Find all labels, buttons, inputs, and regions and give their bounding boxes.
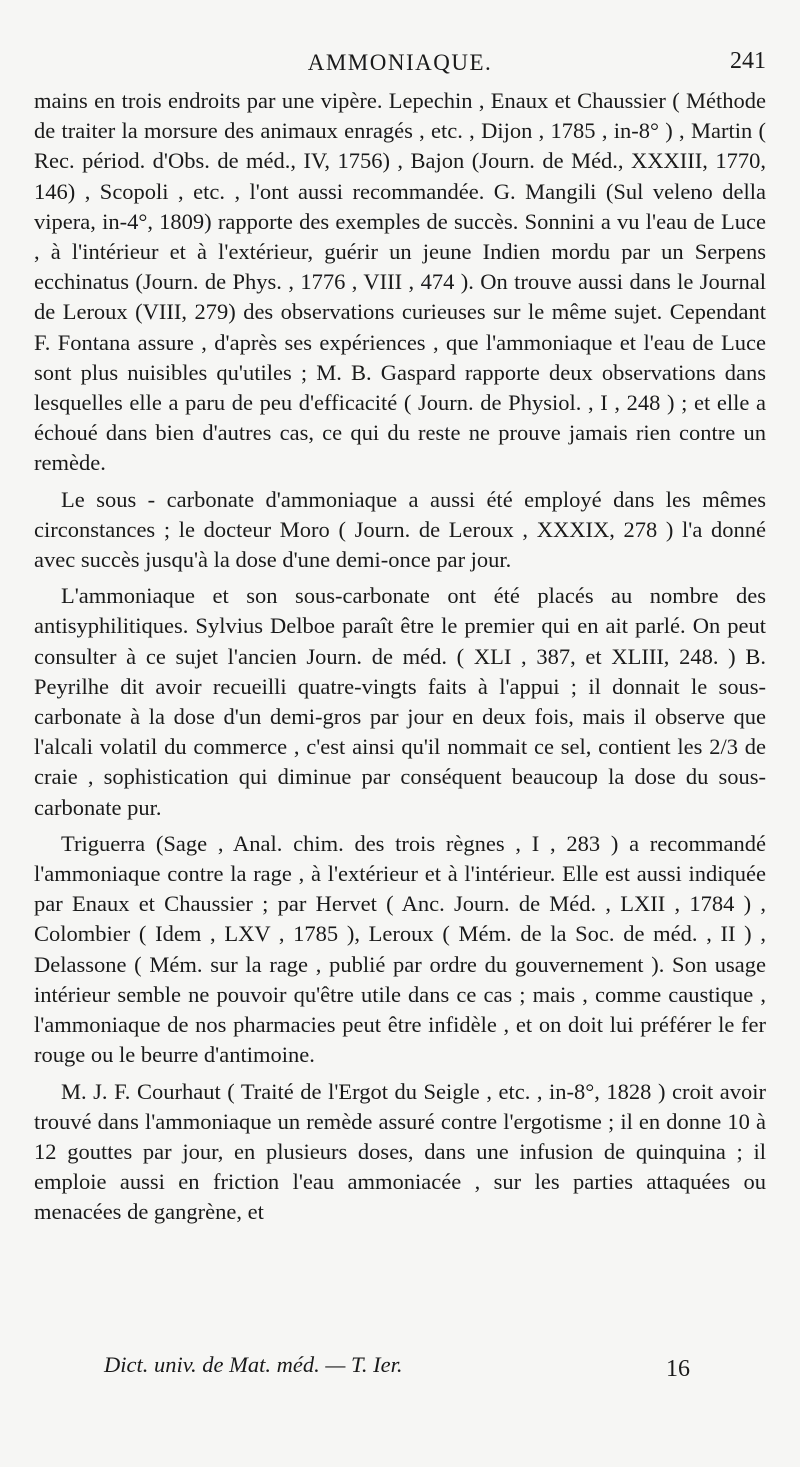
- running-title: AMMONIAQUE.: [307, 50, 493, 75]
- paragraph-3: L'ammoniaque et son sous-carbonate ont été placés au nombre des antisyphilitiques. Sylvius Delboe paraît être le premier qui en ait parlé. On peut consulter à ce sujet l'ancien Journ. de méd. ( XLI , 387, et XLIII, 248. ) B. Peyrilhe dit avoir recueilli quatre-vingts faits à l'appui ; il donnait le sous-carbonate à la dose d'un demi-gros par jour en deux fois, mais il observe que l'alcali volatil du commerce , c'est ainsi qu'il nommait ce sel, contient les 2/3 de craie , sophistication qui diminue par conséquent beaucoup la dose du sous-carbonate pur.: [34, 583, 766, 820]
- page-number: 241: [730, 48, 766, 74]
- page-body: [34, 86, 766, 1228]
- paragraph-1: mains en trois endroits par une vipère. Lepechin , Enaux et Chaussier ( Méthode de traiter la morsure des animaux enragés , etc. , Dijon , 1785 , in-8° ) , Martin ( Rec. périod. d'Obs. de méd., IV, 1756) , Bajon (Journ. de Méd., XXXIII, 1770, 146) , Scopoli , etc. , l'ont aussi recommandée. G. Mangili (Sul veleno della vipera, in-4°, 1809) rapporte des exemples de succès. Sonnini a vu l'eau de Luce , à l'intérieur et à l'extérieur, guérir un jeune Indien mordu par un Serpens ecchinatus (Journ. de Phys. , 1776 , VIII , 474 ). On trouve aussi dans le Journal de Leroux (VIII, 279) des observations curieuses sur le même sujet. Cependant F. Fontana assure , d'après ses expériences , que l'ammoniaque et l'eau de Luce sont plus nuisibles qu'utiles ; M. B. Gaspard rapporte deux observations dans lesquelles elle a paru de peu d'efficacité ( Journ. de Physiol. , I , 248 ) ; et elle a échoué dans bien d'autres cas, ce qui du reste ne prouve jamais rien contre un remède.: [34, 88, 766, 476]
- paragraph-2: Le sous - carbonate d'ammoniaque a aussi été employé dans les mêmes circonstances ; le docteur Moro ( Journ. de Leroux , XXXIX, 278 ) l'a donné avec succès jusqu'à la dose d'une demi-once par jour.: [34, 486, 766, 573]
- footer-source: Dict. univ. de Mat. méd. — T. Ier.: [104, 1352, 403, 1377]
- paragraph-5: M. J. F. Courhaut ( Traité de l'Ergot du Seigle , etc. , in-8°, 1828 ) croit avoir trouvé dans l'ammoniaque un remède assuré contre l'ergotisme ; il en donne 10 à 12 gouttes par jour, en plusieurs doses, dans une infusion de quinquina ; il emploie aussi en friction l'eau ammoniacée , sur les parties attaquées ou menacées de gangrène, et: [34, 1078, 766, 1225]
- page-header: [34, 50, 766, 86]
- page-footer: [34, 1352, 766, 1386]
- paragraph-4: Triguerra (Sage , Anal. chim. des trois règnes , I , 283 ) a recommandé l'ammoniaque contre la rage , à l'extérieur et à l'intérieur. Elle est aussi indiquée par Enaux et Chaussier ; par Hervet ( Anc. Journ. de Méd. , LXII , 1784 ) , Colombier ( Idem , LXV , 1785 ), Leroux ( Mém. de la Soc. de méd. , II ) , Delassone ( Mém. sur la rage , publié par ordre du gouvernement ). Son usage intérieur semble ne pouvoir qu'être utile dans ce cas ; mais , comme caustique , l'ammoniaque de nos pharmacies peut être infidèle , et on doit lui préférer le fer rouge ou le beurre d'antimoine.: [34, 830, 766, 1068]
- signature-mark: 16: [666, 1356, 690, 1382]
